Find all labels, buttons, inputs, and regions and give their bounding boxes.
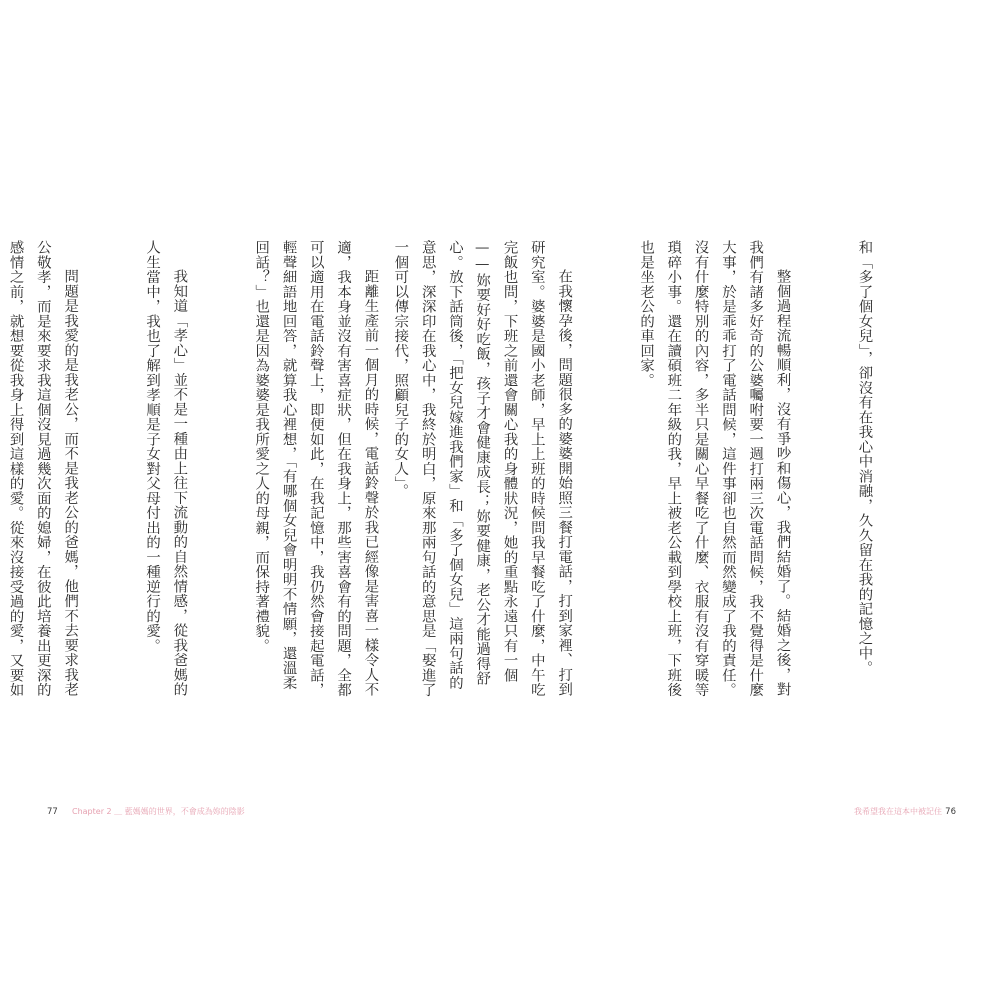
right-page (392, 0, 1000, 1000)
paragraph: 整個過程流暢順利，沒有爭吵和傷心，我們結婚了。結婚之後，對我們有諸多好奇的公婆囑咐要一週打兩三次電話問候，我不覺得是什麼大事，於是乖乖打了電話問候，這件事卻也自然而然變成了我的責任。沒有什麼特別的內容，多半只是關心早餐吃了什麼、衣服有沒有穿暖等瑣碎小事。還在讀碩班二年級的我，早上被老公載到學校上班，下班後也是坐老公的車回家。 (638, 240, 791, 698)
page-number: 76 (945, 807, 956, 817)
running-head: Chapter 2 ＿ 藍媽媽的世界，不會成為妳的陰影 (72, 807, 245, 816)
page-number: 77 (47, 807, 58, 817)
right-page-body (392, 240, 932, 700)
paragraph: 距離生產前一個月的時候，電話鈴聲於我已經像是害喜一樣令人不適，我本身並沒有害喜症狀，但在我身上，那些害喜會有的問題，全都可以適用在電話鈴聲上，即便如此，在我記憶中，我仍然會接起電話，輕聲細語地回答，就算我心裡想，「有哪個女兒會明明不情願，還溫柔回話？」也還是因為婆婆是我所愛之人的母親，而保持著禮貌。 (253, 240, 379, 698)
running-head: 我希望我在這本中被記住 (854, 807, 942, 816)
paragraph: 在我懷孕後，問題很多的婆婆開始照三餐打電話，打到家裡、打到研究室。婆婆是國小老師，早上上班的時候問我早餐吃了什麼，中午吃完飯也問，下班之前還會關心我的身體狀況，她的重點永遠只有一個——妳要好好吃飯，孩子才會健康成長；妳要健康，老公才能過得舒心。放下話筒後，「把女兒嫁進我們家」和「多了個女兒」這兩句話的意思，深深印在我心中，我終於明白，原來那兩句話的意思是「娶進了一個可以傳宗接代，照顧兒子的女人」。 (392, 240, 573, 698)
paragraph: 和「多了個女兒」，卻沒有在我心中消融，久久留在我的記憶之中。 (856, 240, 873, 676)
paragraph: 問題是我愛的是我老公，而不是我老公的爸媽，他們不去要求我老公敬孝，而是來要求我這個沒見過幾次面的媳婦，在彼此培養出更深的感情之前，就想要從我身上得到這樣的愛。從來沒接受過的愛，又要如 (7, 240, 79, 698)
paragraph: 我知道「孝心」並不是一種由上往下流動的自然情感，從我爸媽的人生當中，我也了解到孝順是子女對父母付出的一種逆行的愛。 (144, 240, 188, 697)
